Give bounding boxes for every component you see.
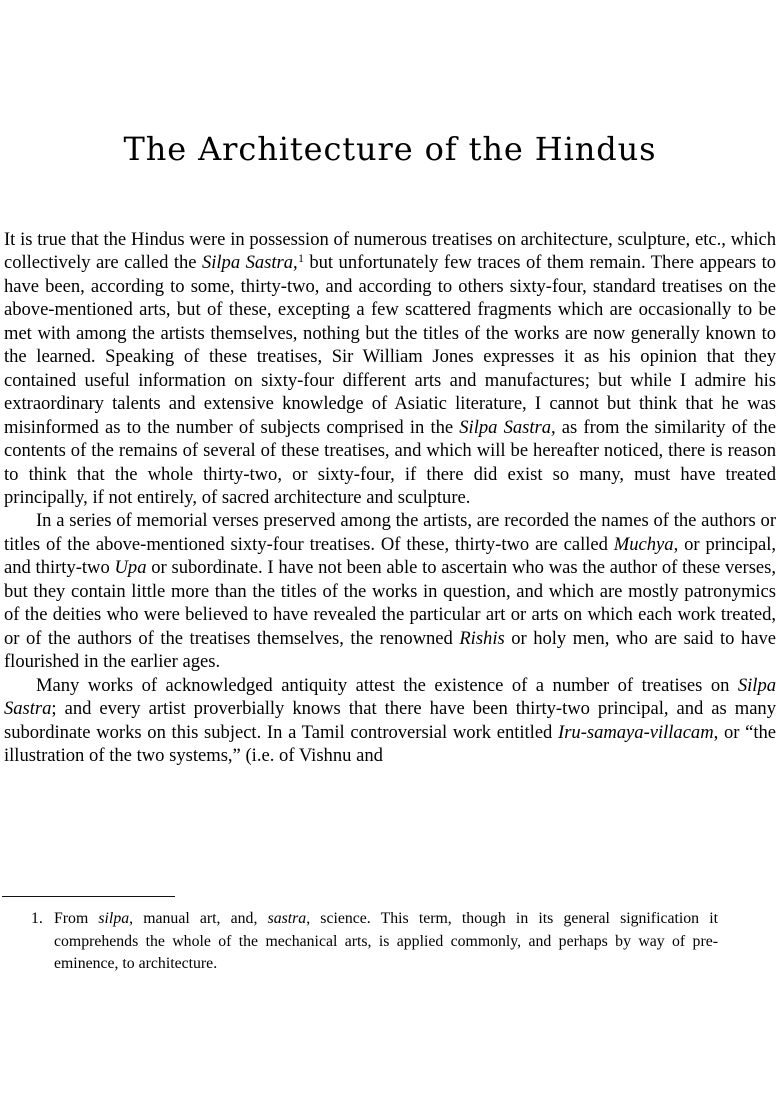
text-run: , as from the similarity of the contents of the remains of several of these treatises, and which will be hereafter noticed, there is reason to think that the whole thirty-two, or sixty-four, if there did exist so many, must have treated principally, if not entirely, of sacred architecture and sculpture. bbox=[4, 416, 777, 508]
text-run: From bbox=[54, 910, 99, 927]
footnote-1 bbox=[2, 908, 718, 976]
italic-text: silpa bbox=[98, 910, 130, 927]
paragraph-1 bbox=[4, 228, 776, 509]
footnote-reference[interactable]: 1 bbox=[298, 253, 304, 266]
italic-text: Upa bbox=[114, 557, 147, 579]
paragraph-2 bbox=[4, 509, 776, 673]
text-run: , science. This term, though in its general signification it comprehends the whole of the mechanical arts, is applied commonly, and perhaps by way of pre-eminence, to architecture. bbox=[54, 910, 718, 972]
italic-text: sastra bbox=[267, 910, 307, 927]
italic-text: Silpa Sastra bbox=[4, 674, 776, 720]
italic-text: Silpa Sastra bbox=[459, 416, 551, 438]
footnote-area bbox=[2, 896, 776, 976]
text-run: In a series of memorial verses preserved among the artists, are recorded the names of the authors or titles of the above-mentioned sixty-four treatises. Of these, thirty-two are called bbox=[4, 510, 776, 555]
footnote-text bbox=[54, 910, 718, 972]
text-run: or holy men, who are said to have flourished in the earlier ages. bbox=[4, 627, 776, 673]
italic-text: Silpa Sastra bbox=[201, 252, 293, 274]
text-run: , manual art, and, bbox=[129, 910, 268, 927]
footnote-marker: 1. bbox=[31, 910, 43, 927]
text-run: , or “the illustration of the two systems,” (i.e. of Vishnu and bbox=[4, 721, 776, 766]
footnote-separator-rule bbox=[2, 896, 175, 897]
italic-text: Rishis bbox=[459, 627, 505, 649]
text-run: , bbox=[293, 252, 298, 274]
page-title: The Architecture of the Hindus bbox=[123, 130, 657, 169]
text-run: ; and every artist proverbially knows that there have been thirty-two principal, and as many subordinate works on this subject. In a Tamil controversial work entitled bbox=[4, 698, 776, 743]
text-run: , or principal, and thirty-two bbox=[4, 533, 776, 579]
italic-text: Iru-samaya-villacam bbox=[558, 721, 714, 743]
paragraph-3 bbox=[4, 674, 776, 768]
body-text-block bbox=[4, 228, 776, 767]
italic-text: Muchya bbox=[613, 533, 674, 555]
text-run: or subordinate. I have not been able to ascertain who was the author of these verses, but they contain little more than the titles of the works in question, and which are mostly patronymics of the deities who were believed to have revealed the particular art or arts on which each work treated, or of the authors of the treatises themselves, the renowned bbox=[4, 557, 776, 649]
text-run: Many works of acknowledged antiquity attest the existence of a number of treatises on bbox=[36, 674, 738, 696]
text-run: but unfortunately few traces of them remain. There appears to have been, according to some, thirty-two, and according to others sixty-four, standard treatises on the above-mentioned arts, but of these, excepting a few scattered fragments which are occasionally to be met with among the artists themselves, nothing but the titles of the works are now generally known to the learned. Speaking of these treatises, Sir William Jones expresses it as his opinion that they contained useful information on sixty-four different arts and manufactures; but while I admire his extraordinary talents and extensive knowledge of Asiatic literature, I cannot but think that he was misinformed as to the number of subjects comprised in the bbox=[4, 252, 776, 438]
text-run: It is true that the Hindus were in possession of numerous treatises on architecture, sculpture, etc., which collectively are called the bbox=[4, 229, 776, 274]
